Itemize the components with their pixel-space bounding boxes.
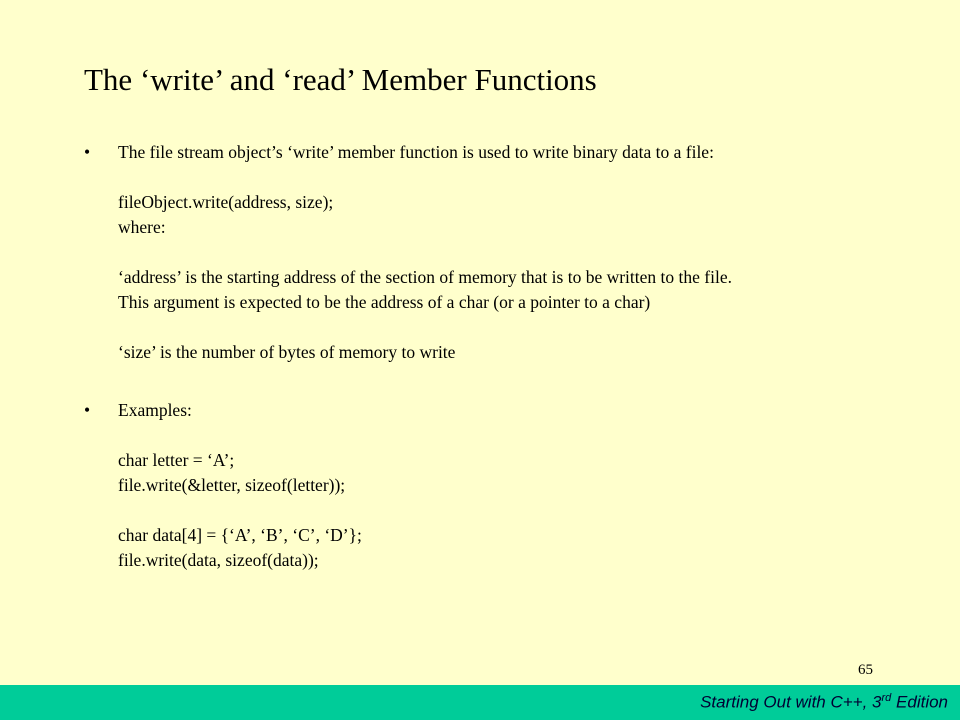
bullet-item-examples	[80, 398, 940, 573]
blank-line	[118, 423, 940, 448]
bullet-content	[118, 398, 940, 573]
blank-line	[118, 240, 940, 265]
text-line: This argument is expected to be the address of a char (or a pointer to a char)	[118, 292, 651, 312]
text-line: ‘address’ is the starting address of the section of memory that is to be written to the file.	[118, 267, 732, 287]
footer-title-suffix: Edition	[891, 692, 948, 712]
text-line: where:	[118, 217, 166, 237]
slide-title: The ‘write’ and ‘read’ Member Functions	[84, 62, 597, 97]
footer-title-superscript: rd	[881, 692, 892, 704]
bullet-content	[118, 140, 940, 365]
bullet-icon: •	[84, 142, 91, 162]
slide-body	[80, 140, 940, 573]
code-line: char letter = ‘A’;	[118, 450, 235, 470]
code-line: file.write(&letter, sizeof(letter));	[118, 475, 346, 495]
text-line: The file stream object’s ‘write’ member function is used to write binary data to a file:	[118, 142, 714, 162]
bullet-item-write	[80, 140, 940, 365]
bullet-spacer	[80, 365, 940, 398]
text-line: ‘size’ is the number of bytes of memory to write	[118, 342, 456, 362]
blank-line	[118, 315, 940, 340]
code-line: fileObject.write(address, size);	[118, 192, 334, 212]
code-line: file.write(data, sizeof(data));	[118, 550, 319, 570]
page-number: 65	[858, 662, 873, 678]
bullet-icon: •	[84, 400, 91, 420]
text-line: Examples:	[118, 400, 192, 420]
footer-bar	[0, 685, 960, 720]
footer-book-title	[700, 692, 948, 713]
blank-line	[118, 498, 940, 523]
code-line: char data[4] = {‘A’, ‘B’, ‘C’, ‘D’};	[118, 525, 362, 545]
blank-line	[118, 165, 940, 190]
footer-title-prefix: Starting Out with C++, 3	[700, 692, 882, 712]
